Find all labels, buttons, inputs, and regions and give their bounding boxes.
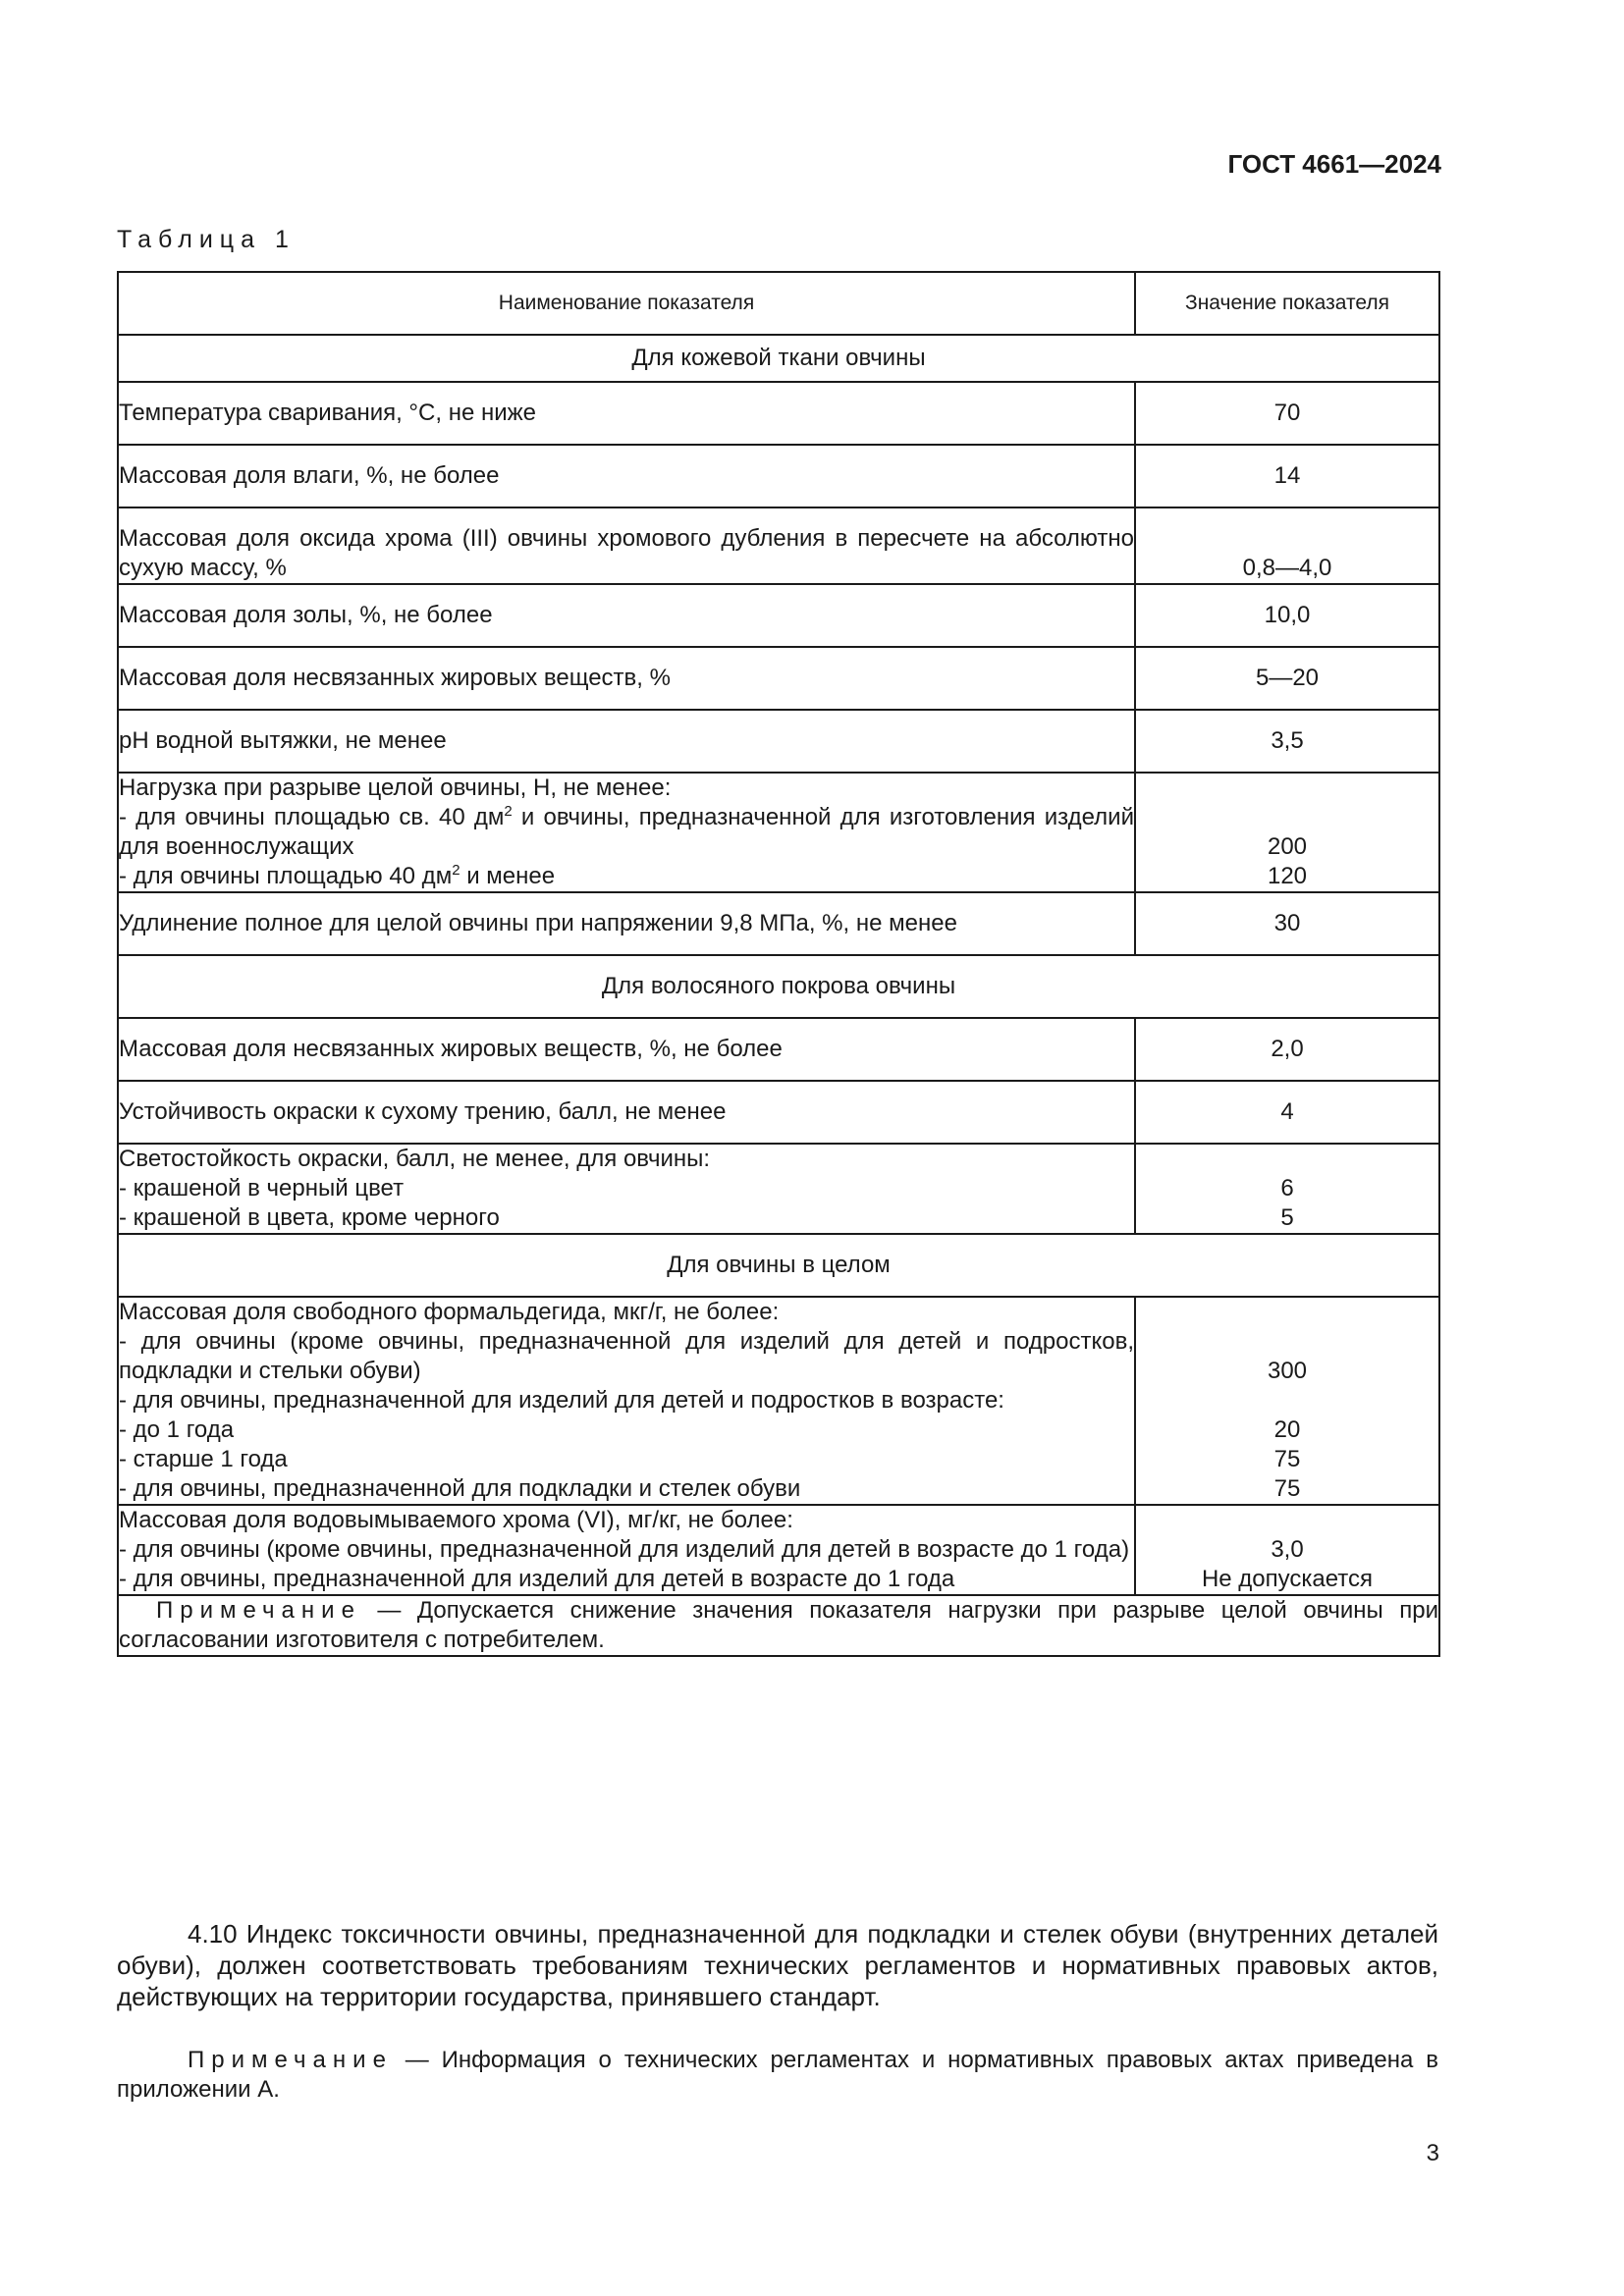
table-note <box>118 1595 1439 1656</box>
table-row <box>118 1505 1439 1595</box>
table-row <box>118 382 1439 445</box>
indicator-value: 5—20 <box>1135 647 1439 710</box>
requirements-table <box>117 271 1440 1657</box>
section-title: Для волосяного покрова овчины <box>118 955 1439 1018</box>
indicator-name <box>118 1297 1135 1505</box>
indicator-subitem: - для овчины, предназначенной для подкладки и стелек обуви <box>119 1475 801 1502</box>
indicator-subitem: - до 1 года <box>119 1416 235 1443</box>
indicator-title: Массовая доля свободного формальдегида, мкг/г, не более: <box>119 1299 780 1325</box>
note-text: — Информация о технических регламентах и нормативных правовых актах приведена в приложении А. <box>117 2047 1438 2103</box>
note-text: — Допускается снижение значения показателя нагрузки при разрыве целой овчины при согласовании изготовителя с потребителем. <box>119 1597 1438 1653</box>
indicator-value <box>1135 773 1439 892</box>
section-row <box>118 955 1439 1018</box>
table-header-row <box>118 272 1439 335</box>
table-row <box>118 710 1439 773</box>
indicator-name: Устойчивость окраски к сухому трению, балл, не менее <box>118 1081 1135 1144</box>
value-line: 75 <box>1273 1475 1301 1502</box>
indicator-value <box>1135 1297 1439 1505</box>
indicator-name <box>118 1144 1135 1234</box>
value-line: 120 <box>1267 863 1308 889</box>
note-row <box>118 1595 1439 1656</box>
table-row <box>118 1018 1439 1081</box>
clause-paragraph: 4.10 Индекс токсичности овчины, предназначенной для подкладки и стелек обуви (внутренних деталей обуви), должен соответствовать требованиям технических регламентов и нормативных правовых актов, действующих на территории государства, принявшего стандарт. <box>117 1919 1438 2011</box>
indicator-title: Светостойкость окраски, балл, не менее, для овчины: <box>119 1146 711 1172</box>
indicator-value: 30 <box>1135 892 1439 955</box>
indicator-value: 3,5 <box>1135 710 1439 773</box>
indicator-value: 10,0 <box>1135 584 1439 647</box>
value-line: 75 <box>1273 1446 1301 1472</box>
indicator-subitem: - крашеной в черный цвет <box>119 1175 405 1201</box>
indicator-value: 2,0 <box>1135 1018 1439 1081</box>
value-line: 200 <box>1267 833 1308 860</box>
table-row <box>118 507 1439 584</box>
standard-code: ГОСТ 4661—2024 <box>1227 149 1441 179</box>
table-row <box>118 584 1439 647</box>
page-number: 3 <box>1426 2140 1439 2166</box>
indicator-subitem: - для овчины (кроме овчины, предназначенной для изделий для детей и подростков, подкладки и стельки обуви) <box>119 1328 1134 1384</box>
table-row <box>118 892 1439 955</box>
note-label: Примечание <box>156 1597 361 1624</box>
section-row <box>118 1234 1439 1297</box>
table-row <box>118 1144 1439 1234</box>
value-line: 3,0 <box>1271 1536 1304 1563</box>
section-title: Для овчины в целом <box>118 1234 1439 1297</box>
column-header-value: Значение показателя <box>1135 272 1439 335</box>
indicator-subitem: - для овчины, предназначенной для изделий для детей в возрасте до 1 года <box>119 1566 955 1592</box>
table-row <box>118 647 1439 710</box>
table-caption: Таблица 1 <box>117 226 296 253</box>
section-title: Для кожевой ткани овчины <box>118 335 1439 382</box>
table-row <box>118 1081 1439 1144</box>
indicator-title: Нагрузка при разрыве целой овчины, Н, не менее: <box>119 774 672 801</box>
table-row <box>118 445 1439 507</box>
indicator-value <box>1135 1505 1439 1595</box>
indicator-name: Массовая доля несвязанных жировых веществ, %, не более <box>118 1018 1135 1081</box>
indicator-value: 14 <box>1135 445 1439 507</box>
value-line: 20 <box>1273 1416 1301 1443</box>
indicator-name: pH водной вытяжки, не менее <box>118 710 1135 773</box>
indicator-subitem: - старше 1 года <box>119 1446 288 1472</box>
column-header-name: Наименование показателя <box>118 272 1135 335</box>
note-label: Примечание <box>188 2047 393 2073</box>
clause-note <box>117 2046 1438 2105</box>
indicator-value <box>1135 1144 1439 1234</box>
indicator-subitem: - для овчины, предназначенной для изделий для детей и подростков в возрасте: <box>119 1387 1004 1414</box>
value-line: 300 <box>1267 1358 1308 1384</box>
indicator-subitem: - для овчины площадью 40 $дм^2$ и менее <box>119 862 556 889</box>
indicator-subitem: - крашеной в цвета, кроме черного <box>119 1204 500 1231</box>
indicator-title: Массовая доля водовымываемого хрома (VI), мг/кг, не более: <box>119 1507 793 1533</box>
indicator-value: 4 <box>1135 1081 1439 1144</box>
indicator-name <box>118 1505 1135 1595</box>
value-line: 5 <box>1280 1204 1294 1231</box>
indicator-value: 0,8—4,0 <box>1135 507 1439 584</box>
indicator-name <box>118 773 1135 892</box>
value-line: Не допускается <box>1201 1566 1374 1592</box>
section-row <box>118 335 1439 382</box>
indicator-name: Массовая доля несвязанных жировых веществ, % <box>118 647 1135 710</box>
table-row <box>118 1297 1439 1505</box>
table-row <box>118 773 1439 892</box>
indicator-name: Массовая доля золы, %, не более <box>118 584 1135 647</box>
indicator-name: Удлинение полное для целой овчины при напряжении 9,8 МПа, %, не менее <box>118 892 1135 955</box>
indicator-name: Температура сваривания, °С, не ниже <box>118 382 1135 445</box>
indicator-value: 70 <box>1135 382 1439 445</box>
indicator-name: Массовая доля влаги, %, не более <box>118 445 1135 507</box>
value-line: 6 <box>1280 1175 1294 1201</box>
indicator-subitem: - для овчины площадью св. 40 $дм^2$ и овчины, предназначенной для изготовления изделий для военнослужащих <box>119 803 1134 860</box>
indicator-name: Массовая доля оксида хрома (III) овчины хромового дубления в пересчете на абсолютно сухую массу, % <box>118 507 1135 584</box>
indicator-subitem: - для овчины (кроме овчины, предназначенной для изделий для детей в возрасте до 1 года) <box>119 1536 1130 1563</box>
